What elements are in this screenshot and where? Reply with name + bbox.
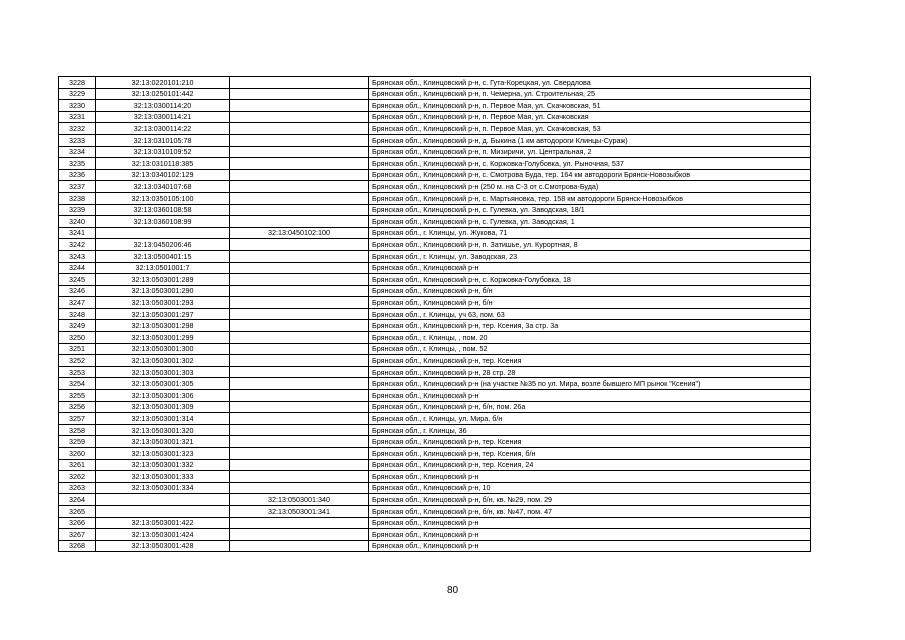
secondary-cadastral-number-cell (230, 517, 369, 529)
address-cell: Брянская обл., Клинцовский р-н, б/н (369, 285, 811, 297)
row-number-cell: 3261 (59, 459, 96, 471)
cadastral-number-cell: 32:13:0500401:15 (96, 250, 230, 262)
row-number-cell: 3244 (59, 262, 96, 274)
address-cell: Брянская обл., г. Клинцы, уч 63, пом. 63 (369, 308, 811, 320)
row-number-cell: 3242 (59, 239, 96, 251)
registry-table-body (59, 77, 811, 552)
address-cell: Брянская обл., Клинцовский р-н (369, 262, 811, 274)
secondary-cadastral-number-cell (230, 158, 369, 170)
secondary-cadastral-number-cell (230, 100, 369, 112)
address-cell: Брянская обл., Клинцовский р-н, с. Коржовка-Голубовка, ул. Рыночная, 537 (369, 158, 811, 170)
table-row (59, 494, 811, 506)
secondary-cadastral-number-cell (230, 181, 369, 193)
cadastral-number-cell: 32:13:0310105:78 (96, 134, 230, 146)
secondary-cadastral-number-cell: 32:13:0503001:340 (230, 494, 369, 506)
table-row (59, 482, 811, 494)
cadastral-number-cell: 32:13:0503001:298 (96, 320, 230, 332)
secondary-cadastral-number-cell (230, 169, 369, 181)
secondary-cadastral-number-cell (230, 343, 369, 355)
secondary-cadastral-number-cell (230, 88, 369, 100)
cadastral-number-cell: 32:13:0503001:289 (96, 274, 230, 286)
row-number-cell: 3235 (59, 158, 96, 170)
row-number-cell: 3253 (59, 366, 96, 378)
cadastral-number-cell: 32:13:0360108:58 (96, 204, 230, 216)
table-row (59, 471, 811, 483)
cadastral-number-cell: 32:13:0220101:210 (96, 77, 230, 89)
table-row (59, 413, 811, 425)
secondary-cadastral-number-cell (230, 216, 369, 228)
address-cell: Брянская обл., г. Клинцы, , пом. 52 (369, 343, 811, 355)
table-row (59, 378, 811, 390)
cadastral-number-cell: 32:13:0310118:385 (96, 158, 230, 170)
address-cell: Брянская обл., Клинцовский р-н (369, 540, 811, 552)
cadastral-number-cell: 32:13:0503001:424 (96, 529, 230, 541)
address-cell: Брянская обл., Клинцовский р-н, п. Затишье, ул. Курортная, 8 (369, 239, 811, 251)
secondary-cadastral-number-cell (230, 239, 369, 251)
address-cell: Брянская обл., Клинцовский р-н (369, 390, 811, 402)
secondary-cadastral-number-cell (230, 274, 369, 286)
cadastral-number-cell: 32:13:0503001:297 (96, 308, 230, 320)
address-cell: Брянская обл., г. Клинцы, ул. Жукова, 71 (369, 227, 811, 239)
secondary-cadastral-number-cell (230, 146, 369, 158)
row-number-cell: 3255 (59, 390, 96, 402)
cadastral-number-cell: 32:13:0503001:309 (96, 401, 230, 413)
cadastral-number-cell: 32:13:0310109:52 (96, 146, 230, 158)
address-cell: Брянская обл., Клинцовский р-н, с. Коржовка-Голубовка, 18 (369, 274, 811, 286)
cadastral-number-cell (96, 227, 230, 239)
secondary-cadastral-number-cell (230, 204, 369, 216)
page-number: 80 (446, 585, 459, 596)
cadastral-number-cell: 32:13:0340102:129 (96, 169, 230, 181)
cadastral-number-cell: 32:13:0503001:300 (96, 343, 230, 355)
table-row (59, 181, 811, 193)
row-number-cell: 3264 (59, 494, 96, 506)
address-cell: Брянская обл., Клинцовский р-н, б/н (369, 297, 811, 309)
table-row (59, 529, 811, 541)
row-number-cell: 3252 (59, 355, 96, 367)
table-row (59, 274, 811, 286)
secondary-cadastral-number-cell (230, 134, 369, 146)
row-number-cell: 3231 (59, 111, 96, 123)
secondary-cadastral-number-cell (230, 355, 369, 367)
secondary-cadastral-number-cell (230, 448, 369, 460)
address-cell: Брянская обл., Клинцовский р-н, тер. Ксения (369, 436, 811, 448)
secondary-cadastral-number-cell (230, 529, 369, 541)
cadastral-number-cell: 32:13:0503001:320 (96, 424, 230, 436)
row-number-cell: 3230 (59, 100, 96, 112)
row-number-cell: 3267 (59, 529, 96, 541)
row-number-cell: 3245 (59, 274, 96, 286)
table-row (59, 505, 811, 517)
address-cell: Брянская обл., Клинцовский р-н, д. Быкина (1 км автодороги Клинцы-Сураж) (369, 134, 811, 146)
address-cell: Брянская обл., Клинцовский р-н, тер. Ксения, 3а стр. 3а (369, 320, 811, 332)
table-row (59, 146, 811, 158)
address-cell: Брянская обл., Клинцовский р-н, с. Гута-Корецкая, ул. Свердлова (369, 77, 811, 89)
row-number-cell: 3260 (59, 448, 96, 460)
cadastral-number-cell: 32:13:0501001:7 (96, 262, 230, 274)
row-number-cell: 3265 (59, 505, 96, 517)
table-row (59, 448, 811, 460)
cadastral-number-cell: 32:13:0503001:302 (96, 355, 230, 367)
address-cell: Брянская обл., Клинцовский р-н (на участке №35 по ул. Мира, возле бывшего МП рынок "Ксения") (369, 378, 811, 390)
table-row (59, 158, 811, 170)
secondary-cadastral-number-cell (230, 378, 369, 390)
address-cell: Брянская обл., Клинцовский р-н (369, 517, 811, 529)
table-row (59, 239, 811, 251)
address-cell: Брянская обл., Клинцовский р-н (250 м. на С-З от с.Смотрова-Буда) (369, 181, 811, 193)
cadastral-number-cell: 32:13:0503001:293 (96, 297, 230, 309)
table-row (59, 424, 811, 436)
address-cell: Брянская обл., Клинцовский р-н, с. Смотрова Буда, тер. 164 км автодороги Брянск-Новозыбков (369, 169, 811, 181)
secondary-cadastral-number-cell (230, 390, 369, 402)
secondary-cadastral-number-cell (230, 459, 369, 471)
address-cell: Брянская обл., Клинцовский р-н (369, 471, 811, 483)
table-row (59, 436, 811, 448)
row-number-cell: 3254 (59, 378, 96, 390)
cadastral-number-cell: 32:13:0300114:22 (96, 123, 230, 135)
address-cell: Брянская обл., Клинцовский р-н, тер. Ксения, 24 (369, 459, 811, 471)
table-row (59, 100, 811, 112)
address-cell: Брянская обл., Клинцовский р-н, с. Мартьяновка, тер. 158 км автодороги Брянск-Новозыбков (369, 192, 811, 204)
table-row (59, 308, 811, 320)
table-row (59, 320, 811, 332)
row-number-cell: 3263 (59, 482, 96, 494)
secondary-cadastral-number-cell: 32:13:0450102:100 (230, 227, 369, 239)
row-number-cell: 3250 (59, 332, 96, 344)
table-row (59, 540, 811, 552)
cadastral-number-cell: 32:13:0503001:428 (96, 540, 230, 552)
cadastral-number-cell: 32:13:0503001:323 (96, 448, 230, 460)
cadastral-number-cell: 32:13:0503001:305 (96, 378, 230, 390)
address-cell: Брянская обл., Клинцовский р-н, с. Гулевка, ул. Заводская, 18/1 (369, 204, 811, 216)
cadastral-number-cell: 32:13:0503001:299 (96, 332, 230, 344)
secondary-cadastral-number-cell (230, 262, 369, 274)
table-row (59, 285, 811, 297)
address-cell: Брянская обл., Клинцовский р-н, п. Первое Мая, ул. Скачковская (369, 111, 811, 123)
address-cell: Брянская обл., Клинцовский р-н, тер. Ксения (369, 355, 811, 367)
address-cell: Брянская обл., г. Клинцы, ул. Мира, б/н (369, 413, 811, 425)
row-number-cell: 3258 (59, 424, 96, 436)
table-row (59, 401, 811, 413)
table-row (59, 192, 811, 204)
address-cell: Брянская обл., Клинцовский р-н, тер. Ксения, б/н (369, 448, 811, 460)
address-cell: Брянская обл., Клинцовский р-н (369, 529, 811, 541)
row-number-cell: 3228 (59, 77, 96, 89)
address-cell: Брянская обл., Клинцовский р-н, п. Первое Мая, ул. Скачковская, 51 (369, 100, 811, 112)
address-cell: Брянская обл., Клинцовский р-н, б/н, кв. №47, пом. 47 (369, 505, 811, 517)
secondary-cadastral-number-cell (230, 250, 369, 262)
cadastral-number-cell: 32:13:0503001:303 (96, 366, 230, 378)
row-number-cell: 3268 (59, 540, 96, 552)
table-row (59, 204, 811, 216)
secondary-cadastral-number-cell (230, 285, 369, 297)
row-number-cell: 3257 (59, 413, 96, 425)
table-row (59, 250, 811, 262)
cadastral-number-cell: 32:13:0503001:314 (96, 413, 230, 425)
secondary-cadastral-number-cell (230, 332, 369, 344)
secondary-cadastral-number-cell (230, 366, 369, 378)
cadastral-number-cell: 32:13:0503001:332 (96, 459, 230, 471)
row-number-cell: 3259 (59, 436, 96, 448)
address-cell: Брянская обл., Клинцовский р-н, б/н, кв. №29, пом. 29 (369, 494, 811, 506)
cadastral-number-cell (96, 505, 230, 517)
secondary-cadastral-number-cell (230, 471, 369, 483)
address-cell: Брянская обл., Клинцовский р-н, п. Мизиричи, ул. Центральная, 2 (369, 146, 811, 158)
address-cell: Брянская обл., Клинцовский р-н, с. Гулевка, ул. Заводская, 1 (369, 216, 811, 228)
secondary-cadastral-number-cell (230, 320, 369, 332)
table-row (59, 390, 811, 402)
address-cell: Брянская обл., г. Клинцы, ул. Заводская, 23 (369, 250, 811, 262)
row-number-cell: 3247 (59, 297, 96, 309)
row-number-cell: 3243 (59, 250, 96, 262)
cadastral-number-cell: 32:13:0450206:46 (96, 239, 230, 251)
row-number-cell: 3234 (59, 146, 96, 158)
secondary-cadastral-number-cell (230, 413, 369, 425)
cadastral-number-cell: 32:13:0340107:68 (96, 181, 230, 193)
table-row (59, 332, 811, 344)
row-number-cell: 3232 (59, 123, 96, 135)
address-cell: Брянская обл., Клинцовский р-н, 10 (369, 482, 811, 494)
secondary-cadastral-number-cell (230, 436, 369, 448)
secondary-cadastral-number-cell (230, 482, 369, 494)
cadastral-number-cell: 32:13:0360108:99 (96, 216, 230, 228)
row-number-cell: 3233 (59, 134, 96, 146)
address-cell: Брянская обл., Клинцовский р-н, 28 стр. 28 (369, 366, 811, 378)
row-number-cell: 3249 (59, 320, 96, 332)
cadastral-number-cell (96, 494, 230, 506)
cadastral-number-cell: 32:13:0503001:321 (96, 436, 230, 448)
table-row (59, 227, 811, 239)
cadastral-number-cell: 32:13:0250101:442 (96, 88, 230, 100)
row-number-cell: 3237 (59, 181, 96, 193)
secondary-cadastral-number-cell (230, 111, 369, 123)
address-cell: Брянская обл., г. Клинцы, , пом. 20 (369, 332, 811, 344)
registry-table (58, 76, 811, 552)
table-row (59, 134, 811, 146)
table-row (59, 297, 811, 309)
secondary-cadastral-number-cell (230, 308, 369, 320)
cadastral-number-cell: 32:13:0503001:333 (96, 471, 230, 483)
address-cell: Брянская обл., Клинцовский р-н, п. Первое Мая, ул. Скачковская, 53 (369, 123, 811, 135)
row-number-cell: 3251 (59, 343, 96, 355)
row-number-cell: 3262 (59, 471, 96, 483)
row-number-cell: 3238 (59, 192, 96, 204)
table-row (59, 355, 811, 367)
secondary-cadastral-number-cell (230, 192, 369, 204)
secondary-cadastral-number-cell: 32:13:0503001:341 (230, 505, 369, 517)
cadastral-number-cell: 32:13:0503001:422 (96, 517, 230, 529)
secondary-cadastral-number-cell (230, 401, 369, 413)
address-cell: Брянская обл., Клинцовский р-н, п. Чемерна, ул. Строительная, 25 (369, 88, 811, 100)
cadastral-number-cell: 32:13:0300114:21 (96, 111, 230, 123)
row-number-cell: 3256 (59, 401, 96, 413)
row-number-cell: 3266 (59, 517, 96, 529)
table-row (59, 343, 811, 355)
cadastral-number-cell: 32:13:0300114:20 (96, 100, 230, 112)
cadastral-number-cell: 32:13:0350105:100 (96, 192, 230, 204)
secondary-cadastral-number-cell (230, 297, 369, 309)
table-row (59, 517, 811, 529)
row-number-cell: 3240 (59, 216, 96, 228)
table-row (59, 77, 811, 89)
cadastral-number-cell: 32:13:0503001:334 (96, 482, 230, 494)
table-row (59, 169, 811, 181)
table-row (59, 123, 811, 135)
row-number-cell: 3229 (59, 88, 96, 100)
row-number-cell: 3239 (59, 204, 96, 216)
row-number-cell: 3248 (59, 308, 96, 320)
row-number-cell: 3246 (59, 285, 96, 297)
table-row (59, 111, 811, 123)
table-row (59, 262, 811, 274)
address-cell: Брянская обл., г. Клинцы, 36 (369, 424, 811, 436)
table-row (59, 366, 811, 378)
cadastral-number-cell: 32:13:0503001:290 (96, 285, 230, 297)
table-row (59, 88, 811, 100)
row-number-cell: 3241 (59, 227, 96, 239)
cadastral-number-cell: 32:13:0503001:306 (96, 390, 230, 402)
secondary-cadastral-number-cell (230, 77, 369, 89)
table-row (59, 216, 811, 228)
secondary-cadastral-number-cell (230, 123, 369, 135)
address-cell: Брянская обл., Клинцовский р-н, б/н, пом. 26а (369, 401, 811, 413)
row-number-cell: 3236 (59, 169, 96, 181)
secondary-cadastral-number-cell (230, 424, 369, 436)
secondary-cadastral-number-cell (230, 540, 369, 552)
table-row (59, 459, 811, 471)
